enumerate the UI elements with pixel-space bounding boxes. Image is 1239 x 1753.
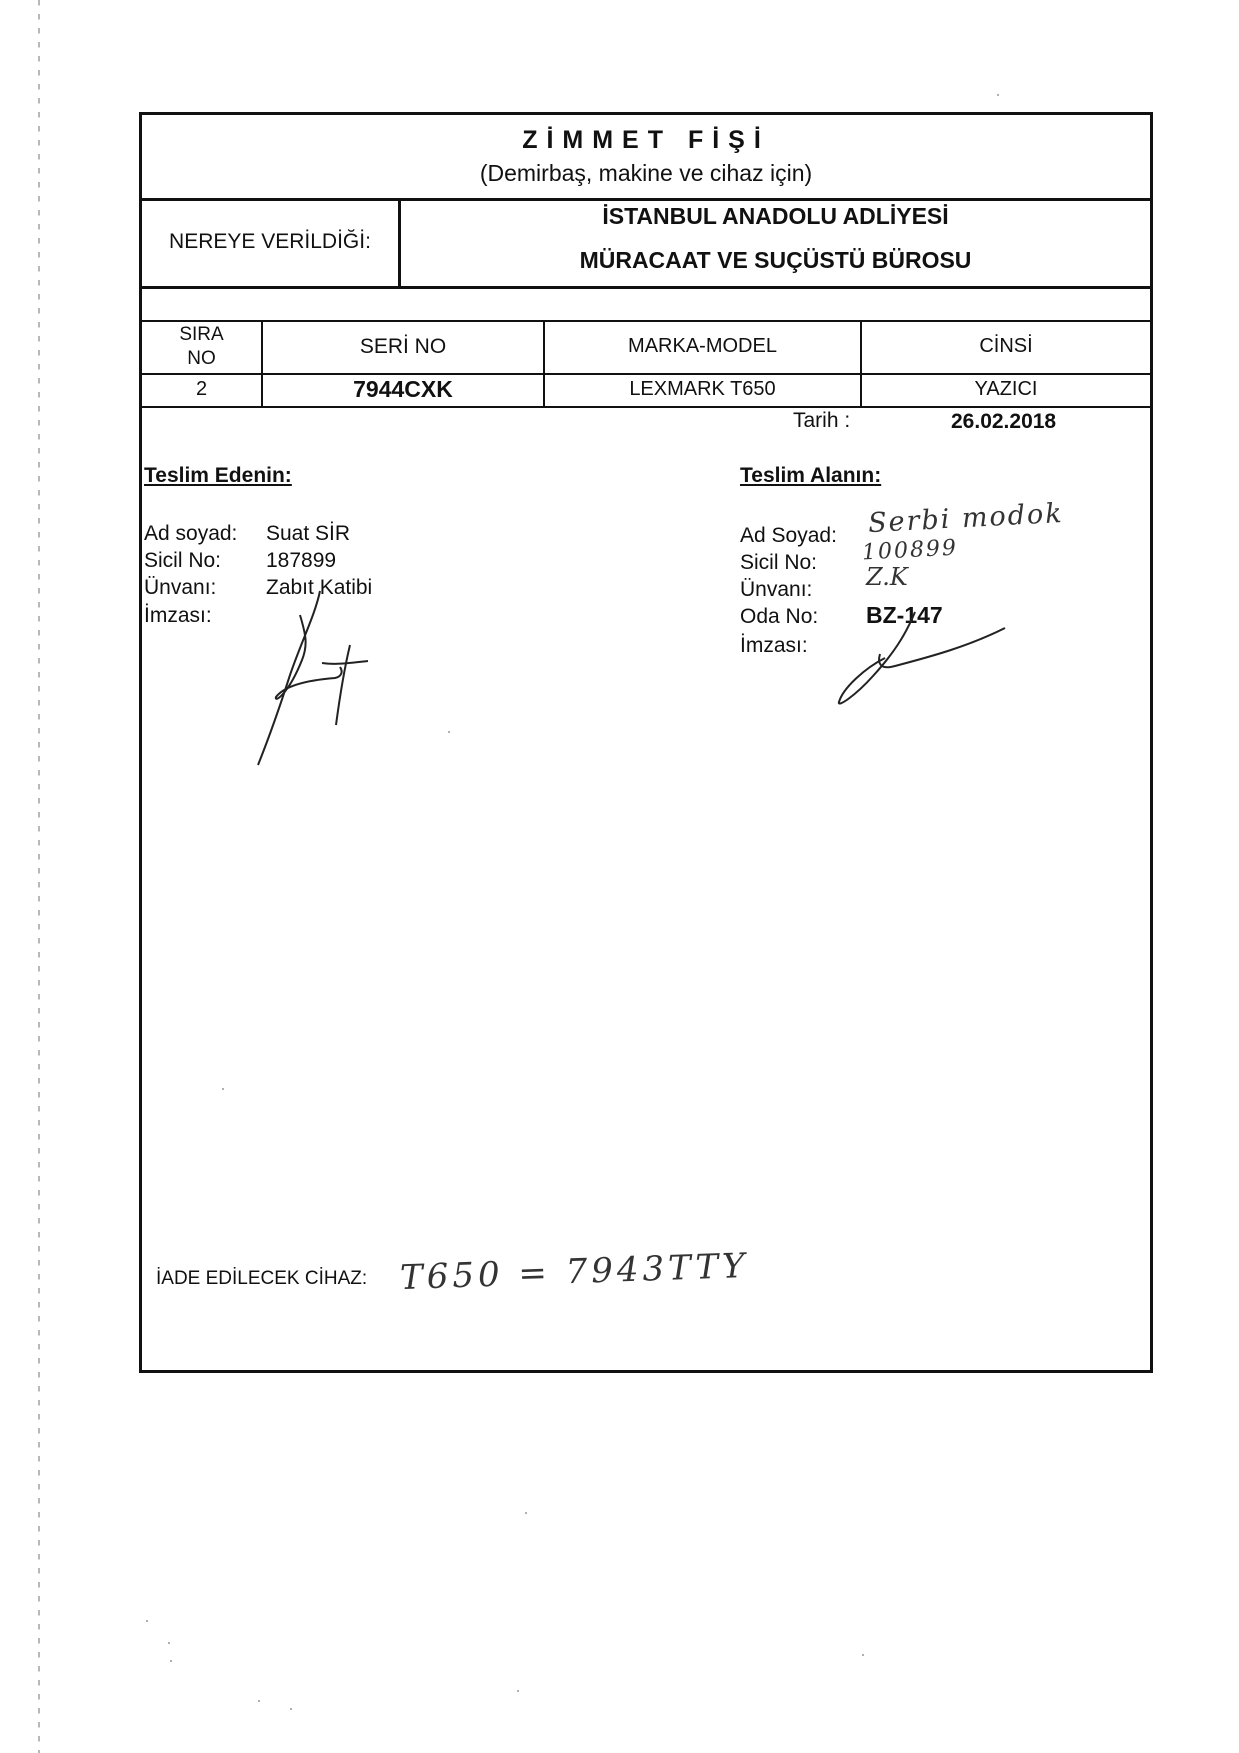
cell-seri: 7944CXK <box>353 376 453 402</box>
column-header-cinsi: CİNSİ <box>979 335 1033 357</box>
receiver-room-value: BZ-147 <box>866 602 943 628</box>
receiver-title-label: Ünvanı: <box>740 578 813 601</box>
receiver-heading: Teslim Alanın: <box>740 464 882 487</box>
giver-sicil-value: 187899 <box>266 549 337 572</box>
giver-heading: Teslim Edenin: <box>144 464 292 487</box>
receiver-name-label: Ad Soyad: <box>740 524 837 547</box>
column-header-marka: MARKA-MODEL <box>628 335 777 357</box>
giver-signature-label: İmzası: <box>144 604 212 627</box>
destination-label: NEREYE VERİLDİĞİ: <box>169 230 371 253</box>
form-subtitle: (Demirbaş, makine ve cihaz için) <box>479 160 813 186</box>
receiver-sicil-label: Sicil No: <box>740 551 818 574</box>
receiver-room-label: Oda No: <box>740 605 819 628</box>
destination-line1: İSTANBUL ANADOLU ADLİYESİ <box>602 203 949 229</box>
column-header-seri: SERİ NO <box>359 335 447 358</box>
date-value: 26.02.2018 <box>951 410 1057 433</box>
giver-name-label: Ad soyad: <box>144 522 238 545</box>
giver-name-value: Suat SİR <box>266 522 351 545</box>
form-title: ZİMMET FİŞİ <box>522 126 770 154</box>
destination-line2: MÜRACAAT VE SUÇÜSTÜ BÜROSU <box>579 247 972 273</box>
column-header-sira-line2: NO <box>187 348 216 369</box>
date-label: Tarih : <box>793 409 851 432</box>
column-header-sira <box>142 323 261 371</box>
giver-title-value: Zabıt Katibi <box>266 576 373 599</box>
column-header-sira-line1: SIRA <box>179 324 224 345</box>
receiver-name-value: Serbi modok <box>867 497 1065 540</box>
cell-cinsi: YAZICI <box>974 378 1038 400</box>
receiver-title-value: Z.K <box>866 563 908 591</box>
giver-sicil-label: Sicil No: <box>144 549 222 572</box>
receiver-signature-label: İmzası: <box>740 634 808 657</box>
return-device-value: T650 = 7943TTY <box>399 1245 750 1299</box>
giver-signature-image <box>240 585 390 775</box>
receiver-sicil-value: 100899 <box>861 535 959 566</box>
cell-sira: 2 <box>195 378 208 400</box>
page-edge-perforation <box>38 0 40 1753</box>
giver-title-label: Ünvanı: <box>144 576 217 599</box>
cell-marka: LEXMARK T650 <box>629 378 776 400</box>
return-device-label: İADE EDİLECEK CİHAZ: <box>156 1268 368 1289</box>
receiver-signature-image <box>825 608 1015 718</box>
